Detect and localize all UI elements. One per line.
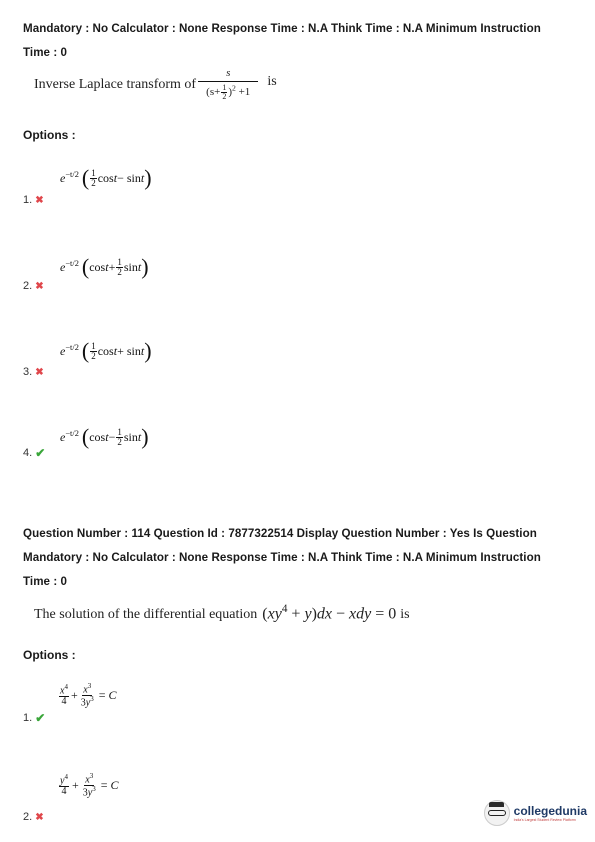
- q1-option-4[interactable]: [23, 446, 45, 460]
- cross-icon: ✖: [35, 194, 44, 206]
- q1-option-3-number: 3.: [23, 366, 33, 378]
- q1-question-text: [34, 68, 277, 101]
- q1-text-before: Inverse Laplace transform of: [34, 76, 197, 92]
- logo-name: collegedunia: [513, 804, 587, 818]
- q1-options-label: Options :: [23, 128, 76, 142]
- cross-icon: ✖: [35, 280, 44, 292]
- q1-option-1[interactable]: [23, 194, 44, 206]
- q1-option-2[interactable]: [23, 280, 44, 292]
- q1-text-after: is: [267, 74, 277, 89]
- check-icon: ✔: [35, 711, 46, 725]
- q2-option-2[interactable]: [23, 811, 44, 823]
- q1-laplace-fraction: s (s+ $\frac{1}{2}$ )$^2$ +1: [198, 68, 258, 101]
- cross-icon: ✖: [35, 811, 44, 823]
- q2-option-1[interactable]: [23, 711, 45, 725]
- q2-options-label: Options :: [23, 648, 76, 662]
- q2-option-2-formula: $\frac{y^4}{4}$ + $\frac{x^3}{3y^3}$ = C: [60, 772, 119, 799]
- q2-option-1-number: 1.: [23, 712, 33, 724]
- check-icon: ✔: [35, 446, 46, 460]
- q1-option-3-formula: $e^{-t/2}$ ( $\frac{1}{2}$ cos t + sin t ): [60, 338, 152, 363]
- q2-meta-line1: Question Number : 114 Question Id : 7877322514 Display Question Number : Yes Is Question: [23, 527, 537, 540]
- q2-option-2-number: 2.: [23, 811, 33, 823]
- q1-option-3[interactable]: [23, 366, 44, 378]
- q2-meta-line2: Mandatory : No Calculator : None Response Time : N.A Think Time : N.A Minimum Instruction: [23, 551, 541, 564]
- q2-meta-line3: Time : 0: [23, 575, 68, 588]
- q1-option-1-formula: $e^{-t/2}$ ( $\frac{1}{2}$ cos t − sin t ): [60, 165, 152, 190]
- q2-question-text: The solution of the differential equation $(xy^4 + y)dx$ − xdy = 0 is: [34, 603, 410, 623]
- cross-icon: ✖: [35, 366, 44, 378]
- q1-option-2-formula: $e^{-t/2}$ ( cos t + $\frac{1}{2}$ sin t ): [60, 254, 149, 279]
- mascot-icon: [484, 800, 510, 826]
- logo-tagline: India's Largest Student Review Platform: [513, 818, 576, 822]
- q2-text: The solution of the differential equation: [34, 607, 258, 623]
- q1-option-4-formula: $e^{-t/2}$ ( cos t − $\frac{1}{2}$ sin t ): [60, 424, 149, 449]
- q1-option-4-number: 4.: [23, 447, 33, 459]
- q1-meta-line1: Mandatory : No Calculator : None Response Time : N.A Think Time : N.A Minimum Instruction: [23, 22, 541, 35]
- q2-text-after: is: [400, 607, 410, 623]
- collegedunia-logo: [484, 800, 587, 826]
- q1-meta-line2: Time : 0: [23, 46, 68, 59]
- q2-option-1-formula: $\frac{x^4}{4}$ + $\frac{x^3}{3y^3}$ = C: [60, 682, 117, 709]
- q1-option-2-number: 2.: [23, 280, 33, 292]
- q1-option-1-number: 1.: [23, 194, 33, 206]
